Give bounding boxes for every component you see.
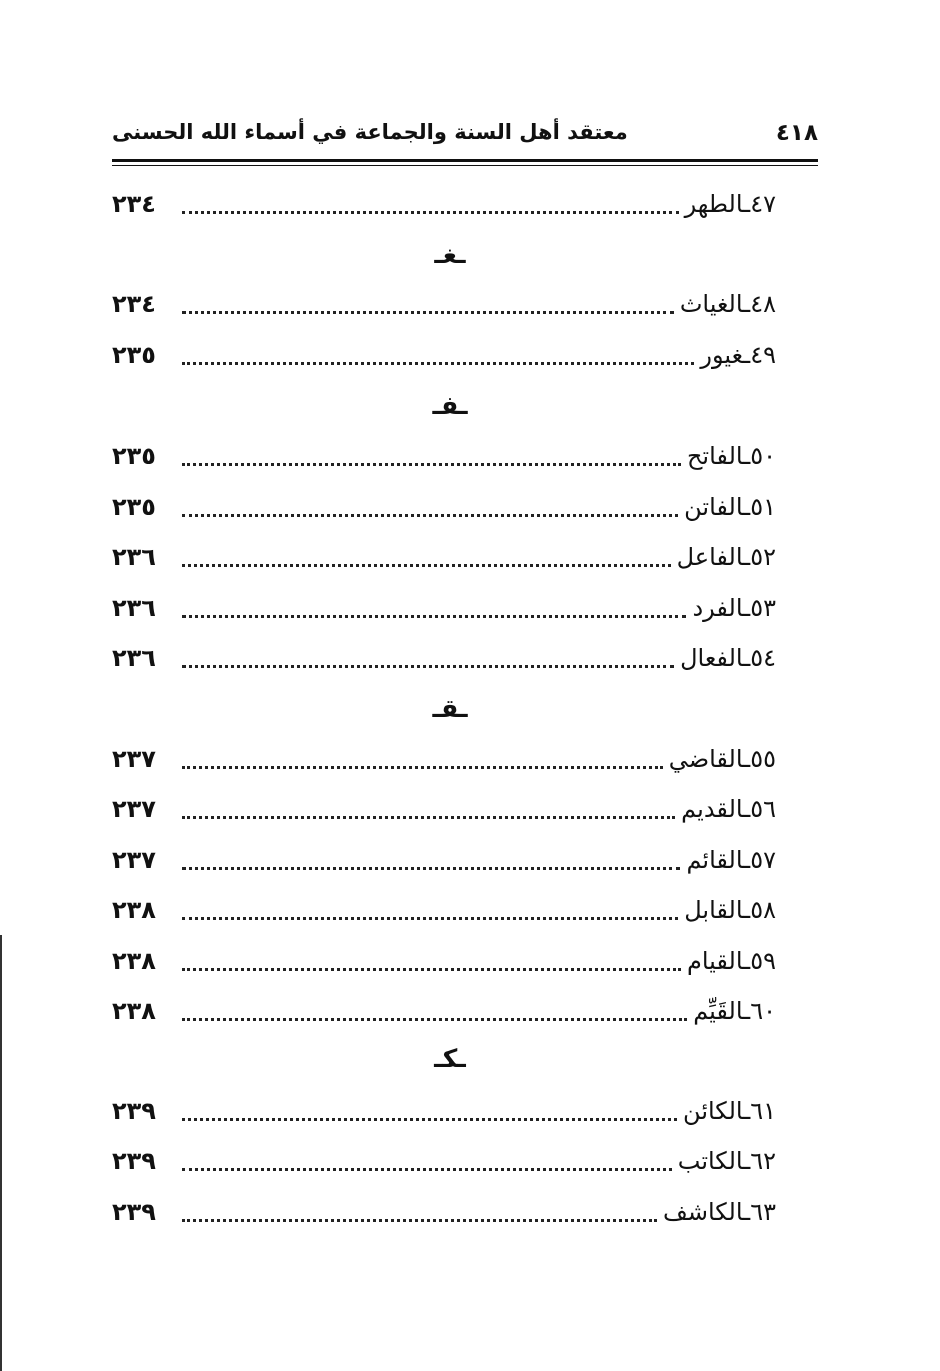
entry-title: ٥١ـالفاتن <box>684 493 776 521</box>
dot-leader <box>182 514 678 517</box>
section-letter-heading: ـفـ <box>432 391 468 420</box>
dot-leader <box>182 867 680 870</box>
entry-page-number: ٢٣٤ <box>112 190 156 218</box>
toc-entry <box>112 335 776 375</box>
book-title: معتقد أهل السنة والجماعة في أسماء الله الحسنى <box>112 120 628 144</box>
entry-page-number: ٢٣٦ <box>112 594 156 622</box>
entry-page-number: ٢٣٥ <box>112 442 156 470</box>
dot-leader <box>182 968 681 971</box>
toc-entry <box>112 890 776 930</box>
entry-title: ٥٩ـالقيام <box>687 947 776 975</box>
toc-entry <box>112 840 776 880</box>
entry-page-number: ٢٣٨ <box>112 896 156 924</box>
entry-title: ٦١ـالكائن <box>683 1097 776 1125</box>
entry-title: ٥٢ـالفاعل <box>676 543 776 571</box>
entry-title: ٥٣ـالفرد <box>692 594 776 622</box>
entry-title: ٤٧ـالطهر <box>684 190 776 218</box>
entry-page-number: ٢٣٩ <box>112 1147 156 1175</box>
entry-title: ٦٠ـالقَيِّم <box>693 997 776 1025</box>
entry-title: ٥٥ـالقاضي <box>668 745 776 773</box>
dot-leader <box>182 615 686 618</box>
dot-leader <box>182 1018 687 1021</box>
header-rule-thick <box>112 159 818 162</box>
header-rule-thin <box>112 165 818 166</box>
entry-title: ٤٩ـغيور <box>700 341 776 369</box>
toc-entry <box>112 789 776 829</box>
dot-leader <box>182 463 681 466</box>
entry-title: ٥٠ـالفاتح <box>686 442 776 470</box>
toc-entry <box>112 436 776 476</box>
toc-entry <box>112 537 776 577</box>
entry-title: ٥٦ـالقديم <box>681 795 776 823</box>
entry-title: ٥٧ـالقائم <box>686 846 776 874</box>
dot-leader <box>182 665 674 668</box>
toc-entry <box>112 487 776 527</box>
entry-page-number: ٢٣٥ <box>112 341 156 369</box>
entry-title: ٦٢ـالكاتب <box>677 1147 776 1175</box>
running-header <box>112 118 818 158</box>
toc-entry <box>112 739 776 779</box>
page-number: ٤١٨ <box>775 120 818 146</box>
toc-entry <box>112 1141 776 1181</box>
entry-page-number: ٢٣٤ <box>112 290 156 318</box>
dot-leader <box>182 1118 677 1121</box>
dot-leader <box>182 311 674 314</box>
toc-entry <box>112 941 776 981</box>
toc-entry <box>112 638 776 678</box>
toc-entry <box>112 284 776 324</box>
entry-title: ٤٨ـالغياث <box>679 290 776 318</box>
entry-title: ٥٤ـالفعال <box>680 644 776 672</box>
entry-page-number: ٢٣٧ <box>112 795 156 823</box>
toc-entry <box>112 184 776 224</box>
scan-edge-line <box>0 935 2 1371</box>
toc-entry <box>112 991 776 1031</box>
entry-page-number: ٢٣٨ <box>112 997 156 1025</box>
dot-leader <box>182 1168 672 1171</box>
entry-title: ٦٣ـالكاشف <box>663 1198 776 1226</box>
dot-leader <box>182 816 675 819</box>
entry-page-number: ٢٣٩ <box>112 1198 156 1226</box>
dot-leader <box>182 211 679 214</box>
section-letter-heading: ـقـ <box>432 694 468 723</box>
toc-entry <box>112 588 776 628</box>
entry-page-number: ٢٣٧ <box>112 846 156 874</box>
entry-title: ٥٨ـالقابل <box>684 896 776 924</box>
dot-leader <box>182 766 663 769</box>
section-letter-heading: ـكـ <box>434 1044 466 1073</box>
dot-leader <box>182 564 671 567</box>
section-letter-heading: ـغـ <box>434 240 466 269</box>
entry-page-number: ٢٣٦ <box>112 543 156 571</box>
toc-entry <box>112 1192 776 1232</box>
entry-page-number: ٢٣٧ <box>112 745 156 773</box>
toc-entry <box>112 1091 776 1131</box>
entry-page-number: ٢٣٥ <box>112 493 156 521</box>
dot-leader <box>182 1219 657 1222</box>
entry-page-number: ٢٣٦ <box>112 644 156 672</box>
dot-leader <box>182 362 694 365</box>
dot-leader <box>182 917 678 920</box>
entry-page-number: ٢٣٩ <box>112 1097 156 1125</box>
entry-page-number: ٢٣٨ <box>112 947 156 975</box>
